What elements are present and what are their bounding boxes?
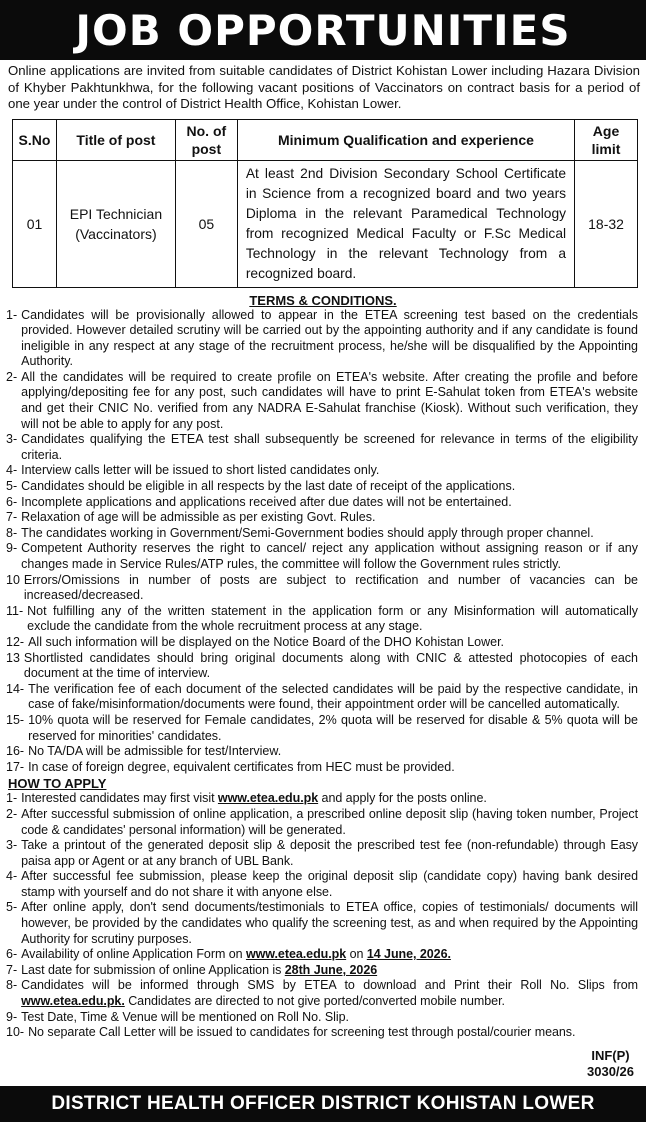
item-text: 10% quota will be reserved for Female candidates, 2% quota will be reserved for disable & 5% quota will be reserved for minorities' candidates. bbox=[28, 712, 638, 743]
footer-banner bbox=[0, 1086, 646, 1122]
list-item bbox=[6, 573, 638, 604]
item-number: 17- bbox=[6, 759, 25, 774]
item-text: Candidates will be provisionally allowed to appear in the ETEA screening test based on the credentials provided. However detailed scrutiny will be carried out by the appointing authority and if any candidate is found ineligible in any respect at any stage of the recruitment process, he/she will be disqualified by the Appointing Authority. bbox=[21, 307, 638, 369]
terms-list bbox=[0, 308, 646, 776]
item-number: 5- bbox=[6, 900, 18, 915]
cell-qualification: At least 2nd Division Secondary School Certificate in Science from a recognized board and two years Diploma in the relevant Paramedical Technology from recognized Medical Faculty or F.Sc Medical Technology in the relevant Technology from a recognized board. bbox=[237, 160, 574, 287]
item-text: After online apply, don't send documents/testimonials to ETEA office, copies of testimonials/ documents will however, be provided by the candidates who qualify the screening test, as and when required by the Appointing Authority for scrutiny purposes. bbox=[21, 900, 638, 946]
list-item bbox=[6, 744, 638, 760]
list-item bbox=[6, 1025, 638, 1041]
list-item bbox=[6, 869, 638, 900]
list-item bbox=[6, 713, 638, 744]
list-item bbox=[6, 479, 638, 495]
item-number: 10- bbox=[6, 1025, 25, 1040]
item-text: Take a printout of the generated deposit slip & deposit the prescribed test fee (non-refundable) through Easy paisa app or Agent or at any branch of UBL Bank. bbox=[21, 838, 638, 868]
list-item bbox=[6, 978, 638, 1009]
item-number: 4- bbox=[6, 869, 18, 884]
item-number: 15- bbox=[6, 712, 25, 727]
list-item bbox=[6, 604, 638, 635]
list-item bbox=[6, 635, 638, 651]
item-number: 9- bbox=[6, 1009, 18, 1024]
item-number: 2- bbox=[6, 806, 18, 821]
item-number: 9- bbox=[6, 541, 18, 556]
item-number: 8- bbox=[6, 978, 18, 993]
item-text: The verification fee of each document of the selected candidates will be paid by the respective candidate, in case of fake/misinformation/documents were found, their appointment order will be cancelled automatically. bbox=[28, 681, 638, 712]
cell-title: EPI Technician (Vaccinators) bbox=[56, 160, 175, 287]
item-text: Interview calls letter will be issued to short listed candidates only. bbox=[21, 463, 380, 478]
list-item bbox=[6, 963, 638, 979]
item-number: 3- bbox=[6, 432, 18, 447]
item-number: 13 bbox=[6, 650, 20, 665]
header-no-of-post: No. of post bbox=[175, 119, 237, 160]
item-text: In case of foreign degree, equivalent certificates from HEC must be provided. bbox=[28, 759, 455, 774]
item-number: 16- bbox=[6, 744, 25, 759]
etea-website-link[interactable]: www.etea.edu.pk bbox=[217, 791, 319, 806]
list-item bbox=[6, 370, 638, 432]
availability-date: 14 June, 2026. bbox=[366, 947, 451, 962]
list-item bbox=[6, 1010, 638, 1026]
list-item bbox=[6, 651, 638, 682]
list-item bbox=[6, 495, 638, 511]
item-text: Competent Authority reserves the right to cancel/ reject any application without assigning reason or if any changes made in Service Rules/ATP rules, the committee will follow the Government rules strictly. bbox=[21, 541, 638, 571]
how-to-apply-list bbox=[0, 791, 646, 1041]
item-text: Interested candidates may first visit www.etea.edu.pk and apply for the posts online. bbox=[21, 791, 487, 806]
item-text: No separate Call Letter will be issued to candidates for screening test through postal/courier means. bbox=[28, 1025, 576, 1040]
item-number: 11- bbox=[6, 603, 24, 618]
item-number: 7- bbox=[6, 510, 18, 525]
item-text: Incomplete applications and applications received after due dates will not be entertained. bbox=[21, 494, 512, 509]
item-text: Relaxation of age will be admissible as per existing Govt. Rules. bbox=[21, 510, 376, 525]
item-text: All the candidates will be required to create profile on ETEA's website. After creating the profile and before applying/depositing fee for any post, such candidates will have to print E-Sahulat token from ETEA's website and get their CNIC No. verified from any NADRA E-Sahulat franchise (Kiosk). Without such verification, they will not be able to apply for any post. bbox=[21, 369, 638, 431]
item-text: All such information will be displayed on the Notice Board of the DHO Kohistan Lower. bbox=[28, 634, 505, 649]
item-number: 7- bbox=[6, 962, 18, 977]
item-text: Candidates qualifying the ETEA test shall subsequently be screened for relevance in terms of the eligibility criteria. bbox=[21, 432, 638, 462]
item-number: 4- bbox=[6, 463, 18, 478]
header-sno: S.No bbox=[13, 119, 57, 160]
list-item bbox=[6, 760, 638, 776]
item-number: 2- bbox=[6, 369, 18, 384]
list-item bbox=[6, 807, 638, 838]
list-item bbox=[6, 791, 638, 807]
cell-age-limit: 18-32 bbox=[575, 160, 638, 287]
list-item bbox=[6, 682, 638, 713]
list-item bbox=[6, 526, 638, 542]
etea-website-link[interactable]: www.etea.edu.pk bbox=[245, 947, 347, 962]
item-number: 6- bbox=[6, 947, 18, 962]
header-title: Title of post bbox=[56, 119, 175, 160]
page-title-banner bbox=[0, 0, 646, 60]
list-item bbox=[6, 900, 638, 947]
cell-sno: 01 bbox=[13, 160, 57, 287]
how-to-apply-heading: HOW TO APPLY bbox=[8, 776, 107, 792]
table-header-row bbox=[13, 119, 638, 160]
item-text: After successful submission of online application, a prescribed online deposit slip (having token number, Project code & candidates' personal information) will be generated. bbox=[21, 806, 638, 837]
item-text: Availability of online Application Form on www.etea.edu.pk on 14 June, 2026. bbox=[21, 947, 451, 962]
footer-text: DISTRICT HEALTH OFFICER DISTRICT KOHISTAN LOWER bbox=[51, 1093, 595, 1114]
item-text: Errors/Omissions in number of posts are subject to rectification and number of vacancies can be increased/decreased. bbox=[23, 572, 638, 603]
list-item bbox=[6, 838, 638, 869]
item-text: Candidates should be eligible in all respects by the last date of receipt of the applications. bbox=[21, 479, 516, 494]
item-number: 6- bbox=[6, 494, 18, 509]
list-item bbox=[6, 541, 638, 572]
table-row bbox=[13, 160, 638, 287]
terms-heading: TERMS & CONDITIONS. bbox=[249, 292, 397, 308]
item-number: 5- bbox=[6, 479, 18, 494]
item-text: Candidates will be informed through SMS by ETEA to download and Print their Roll No. Slips from www.etea.edu.pk. Candidates are directed to not give ported/converted mobile number. bbox=[21, 978, 638, 1009]
item-text: No TA/DA will be admissible for test/Interview. bbox=[28, 744, 282, 759]
item-text: Not fulfilling any of the written statement in the application form or any Misinformation will automatically exclude the candidate from the whole recruitment process at any stage. bbox=[27, 603, 638, 634]
item-text: Test Date, Time & Venue will be mentioned on Roll No. Slip. bbox=[21, 1009, 349, 1024]
item-text: After successful fee submission, please keep the original deposit slip (candidate copy) having bank desired stamp with yourself and do not share it with anyone else. bbox=[21, 869, 638, 899]
posts-table bbox=[12, 119, 638, 288]
item-number: 8- bbox=[6, 525, 18, 540]
reference-number bbox=[587, 1048, 634, 1080]
item-text: Last date for submission of online Application is 28th June, 2026 bbox=[21, 962, 378, 977]
header-qualification: Minimum Qualification and experience bbox=[237, 119, 574, 160]
item-text: Shortlisted candidates should bring original documents along with CNIC & attested photocopies of each document at the time of interview. bbox=[23, 650, 638, 681]
last-date: 28th June, 2026 bbox=[284, 962, 378, 977]
list-item bbox=[6, 947, 638, 963]
intro-paragraph: Online applications are invited from suitable candidates of District Kohistan Lower including Hazara Division of Khyber Pakhtunkhwa, for the following vacant positions of Vaccinators on contract basis for a period of one year under the control of District Health Office, Kohistan Lower. bbox=[8, 63, 640, 111]
list-item bbox=[6, 308, 638, 370]
item-number: 3- bbox=[6, 838, 18, 853]
reference-line-1: INF(P) bbox=[591, 1048, 630, 1063]
header-age-limit: Age limit bbox=[575, 119, 638, 160]
list-item bbox=[6, 510, 638, 526]
etea-website-link[interactable]: www.etea.edu.pk. bbox=[21, 994, 125, 1009]
item-number: 10 bbox=[6, 572, 20, 587]
item-number: 14- bbox=[6, 681, 25, 696]
reference-line-2: 3030/26 bbox=[587, 1064, 634, 1079]
cell-no-of-post: 05 bbox=[175, 160, 237, 287]
list-item bbox=[6, 463, 638, 479]
item-text: The candidates working in Government/Semi-Government bodies should apply through proper channel. bbox=[21, 525, 594, 540]
item-number: 1- bbox=[6, 791, 18, 806]
item-number: 12- bbox=[6, 634, 25, 649]
page-title: JOB OPPORTUNITIES bbox=[75, 5, 571, 55]
item-number: 1- bbox=[6, 307, 18, 322]
list-item bbox=[6, 432, 638, 463]
